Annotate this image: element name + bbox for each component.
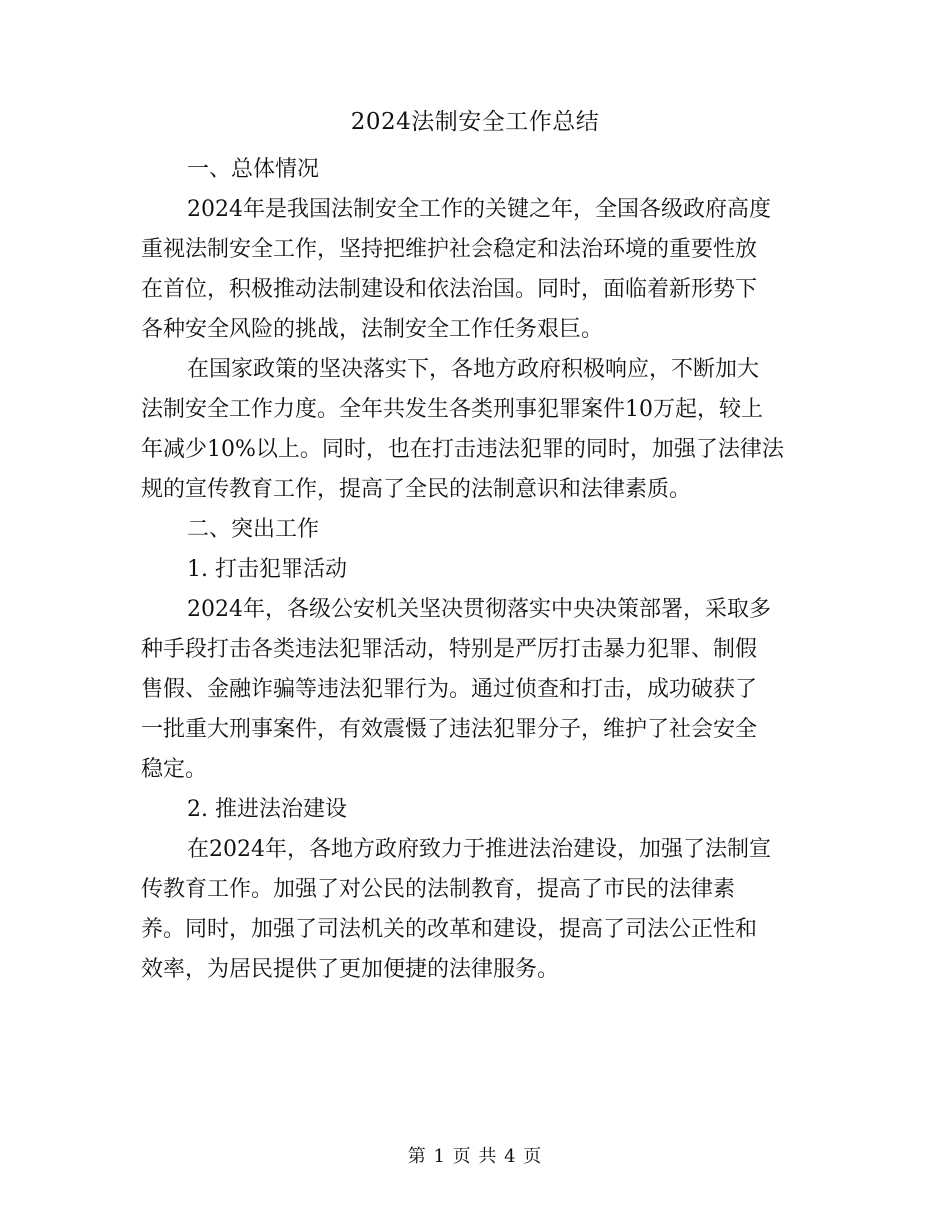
section-heading [141,510,821,550]
subsection-heading [141,790,821,830]
text-line: 二、突出工作 [187,517,320,542]
paragraph [141,190,821,350]
paragraph [141,830,821,990]
text-line: 种手段打击各类违法犯罪活动，特别是严厉打击暴力犯罪、制假 [141,637,758,662]
page-footer: 第 1 页 共 4 页 [407,1146,543,1167]
paragraph [141,350,821,510]
text-line: 效率，为居民提供了更加便捷的法律服务。 [141,957,560,982]
text-line: 法制安全工作力度。全年共发生各类刑事犯罪案件10万起，较上 [141,397,763,422]
text-line: 售假、金融诈骗等违法犯罪行为。通过侦查和打击，成功破获了 [141,677,758,702]
document-title: 2024法制安全工作总结 [350,109,600,135]
section-heading [141,150,821,190]
text-line: 在首位，积极推动法制建设和依法治国。同时，面临着新形势下 [141,277,758,302]
text-line: 2. 推进法治建设 [187,797,347,822]
text-line: 在国家政策的坚决落实下，各地方政府积极响应，不断加大 [187,357,760,382]
subsection-heading [141,550,821,590]
text-line: 稳定。 [141,757,208,782]
text-line: 规的宣传教育工作，提高了全民的法制意识和法律素质。 [141,477,692,502]
text-line: 一、总体情况 [187,157,320,182]
text-line: 年减少10%以上。同时，也在打击违法犯罪的同时，加强了法律法 [141,437,784,462]
text-line: 一批重大刑事案件，有效震慑了违法犯罪分子，维护了社会安全 [141,717,758,742]
text-line: 2024年是我国法制安全工作的关键之年，全国各级政府高度 [187,197,771,222]
text-line: 2024年，各级公安机关坚决贯彻落实中央决策部署，采取多 [187,597,771,622]
text-line: 养。同时，加强了司法机关的改革和建设，提高了司法公正性和 [141,917,758,942]
text-line: 1. 打击犯罪活动 [187,557,347,582]
text-line: 各种安全风险的挑战，法制安全工作任务艰巨。 [141,317,604,342]
text-line: 传教育工作。加强了对公民的法制教育，提高了市民的法律素 [141,877,736,902]
document-body [141,150,821,990]
text-line: 重视法制安全工作，坚持把维护社会稳定和法治环境的重要性放 [141,237,758,262]
text-line: 在2024年，各地方政府致力于推进法治建设，加强了法制宣 [187,837,771,862]
paragraph [141,590,821,790]
